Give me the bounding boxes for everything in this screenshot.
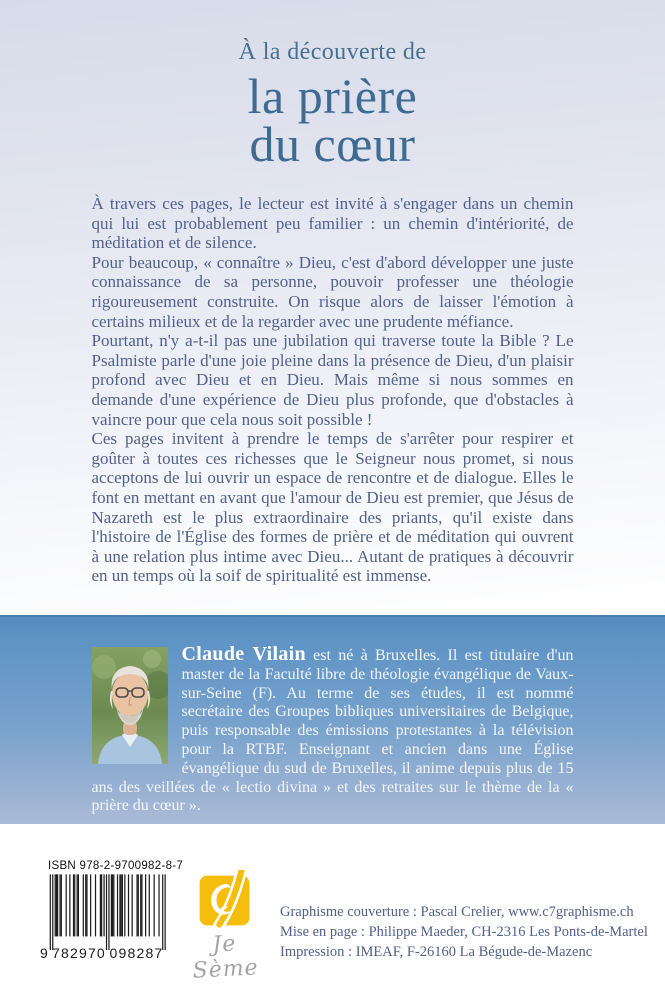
author-name: Claude Vilain [181,643,306,665]
synopsis-paragraph: Ces pages invitent à prendre le temps de s'arrêter pour respirer et goûter à toutes ces richesses que le Seigneur nous promet, si nous acceptons de lui ouvrir un espace de rencontre et de dialogue. Elles le font en mettant en avant que l'amour de Dieu est premier, que Jésus de Nazareth est le plus extraordinaire des priants, qu'il existe dans l'histoire de l'Église des formes de prière et de méditation qui ouvrent à une relation plus intime avec Dieu... Autant de pratiques à découvrir en un temps où la soif de spiritualité est immense. [91,429,574,586]
svg-text:098287: 098287 [109,944,164,961]
svg-text:9: 9 [40,944,48,961]
synopsis-paragraph: Pour beaucoup, « connaître » Dieu, c'est d'abord développer une juste connaissance de sa personne, pouvoir professer une théologie rigoureusement construite. On risque alors de laisser l'émotion à certains milieux et de la regarder avec une prudente méfiance. [91,252,574,331]
synopsis-paragraph: À travers ces pages, le lecteur est invité à s'engager dans un chemin qui lui est probablement peu familier : un chemin d'intériorité, de méditation et de silence. [91,194,574,253]
author-section [0,615,665,824]
author-bio-text: est né à Bruxelles. Il est titulaire d'un master de la Faculté libre de théologie évangélique de Vaux-sur-Seine (F). Au terme de ses études, il est nommé secrétaire des Groupes bibliques universitaires de Belgique, puis responsable des émissions protestantes à la télévision pour la RTBF. Enseignant et ancien dans une Église évangélique du sud de Bruxelles, il anime depuis plus de 15 ans des veillées de « lectio divina » et des retraites sur le thème de la « prière du cœur ». [91,647,574,815]
credit-line-impression: Impression : IMEAF, F-26160 La Bégude-de-Mazenc [280,944,593,960]
barcode-block [40,860,183,962]
credits-block [280,902,648,962]
publisher-name: Je Sème [192,931,260,984]
book-title [0,68,665,172]
series-kicker: À la découverte de [238,39,427,65]
svg-text:782970: 782970 [52,944,106,961]
publisher-logo-block [180,870,270,982]
book-title-line-1: la prière [247,68,418,124]
synopsis-text [92,194,574,586]
book-title-line-2: du cœur [249,116,416,172]
credit-line-graphisme: Graphisme couverture : Pascal Crelier, www.c7graphisme.ch [280,904,634,920]
author-photo [92,647,168,764]
credit-line-mise-en-page: Mise en page : Philippe Maeder, CH-2316 Les Ponts-de-Martel [280,924,648,940]
footer-section [0,824,665,1000]
synopsis-paragraph: Pourtant, n'y a-t-il pas une jubilation qui traverse toute la Bible ? Le Psalmiste parle d'une joie pleine dans la présence de Dieu, d'un plaisir profond avec Dieu et en Dieu. Mais même si nous sommes en demande d'une expérience de Dieu plus profonde, que d'obstacles à vaincre pour que cela nous soit possible ! [91,331,574,429]
publisher-logo-icon [193,870,257,932]
author-bio-block [92,617,574,816]
ean-barcode-icon [40,874,168,962]
isbn-label: ISBN 978-2-9700982-8-7 [48,860,184,872]
